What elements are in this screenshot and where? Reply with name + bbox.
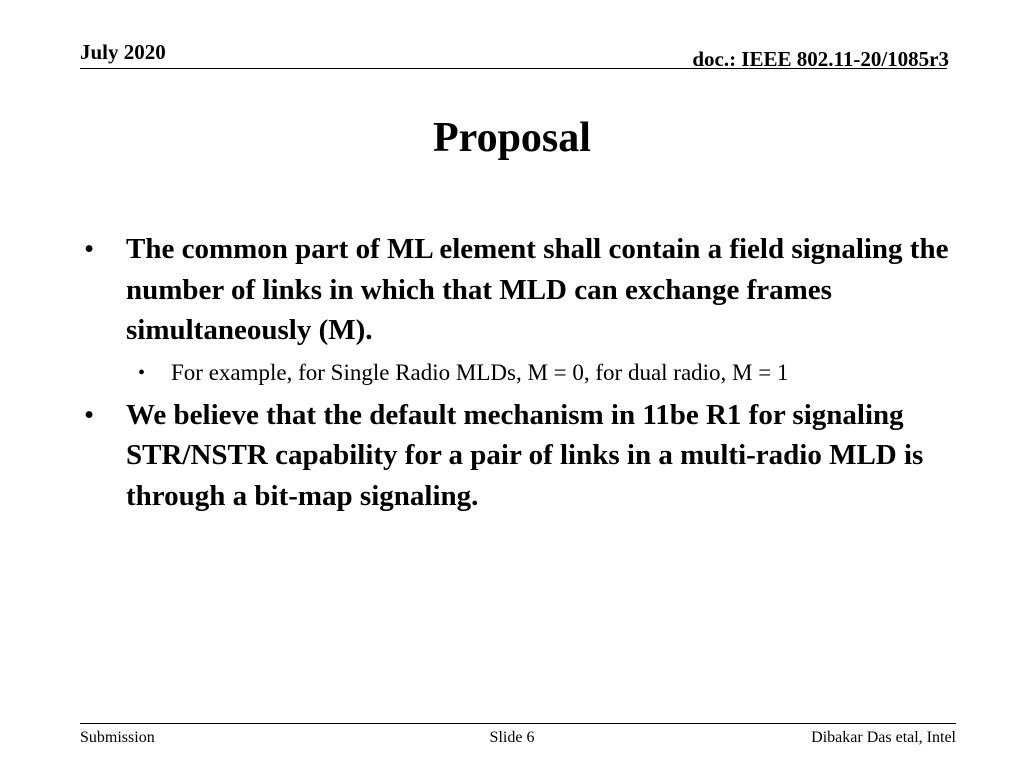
bullet-text: The common part of ML element shall contain a field signaling the number of links in which that MLD can exchange frames simultaneously (M). [126, 233, 949, 346]
footer-slide-number: Slide 6 [489, 729, 535, 746]
bullet-item-1 [84, 229, 964, 351]
slide-body [84, 229, 964, 516]
bullet-icon: • [84, 233, 95, 265]
sub-bullet-text: For example, for Single Radio MLDs, M = 0, for dual radio, M = 1 [171, 359, 789, 385]
sub-bullet-item-1 [84, 357, 964, 389]
bullet-icon: • [84, 398, 95, 431]
header-divider [80, 68, 947, 69]
header-date: July 2020 [80, 40, 166, 64]
footer-submission: Submission [80, 729, 155, 746]
sub-bullet-icon: • [138, 361, 146, 384]
bullet-item-2 [84, 395, 964, 517]
slide-title: Proposal [433, 115, 591, 161]
bullet-text: We believe that the default mechanism in 11be R1 for signaling STR/NSTR capability for a pair of links in a multi-radio MLD is through a bit-map signaling. [126, 398, 924, 512]
footer-author: Dibakar Das etal, Intel [811, 729, 956, 746]
header-document-id: doc.: IEEE 802.11-20/1085r3 [692, 47, 949, 71]
footer-divider [80, 723, 956, 724]
